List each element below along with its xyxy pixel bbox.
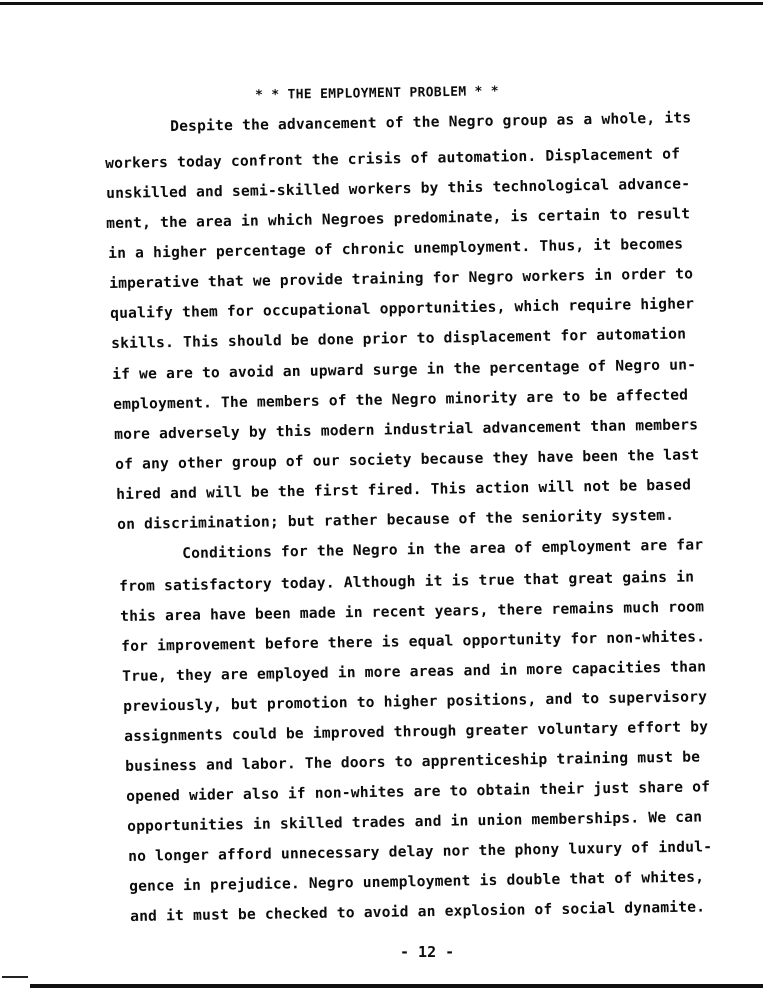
text-line: opportunities in skilled trades and in union memberships. We can <box>127 808 703 835</box>
text-line: from satisfactory today. Although it is true that great gains in <box>119 568 695 595</box>
text-line: of any other group of our society because they have been the last <box>115 446 700 473</box>
text-line: Despite the advancement of the Negro group as a whole, its <box>170 109 692 135</box>
text-line: True, they are employed in more areas and in more capacities than <box>122 658 707 685</box>
text-line: assignments could be improved through greater voluntary effort by <box>124 718 709 745</box>
text-line: more adversely by this modern industrial advancement than members <box>114 416 699 443</box>
text-line: skills. This should be done prior to displacement for automation <box>111 325 687 352</box>
text-line: qualify them for occupational opportunities, which require higher <box>110 295 695 322</box>
text-line: this area have been made in recent years, there remains much room <box>120 598 705 625</box>
text-line: in a higher percentage of chronic unemployment. Thus, it becomes <box>108 235 684 262</box>
text-line: unskilled and semi-skilled workers by this technological advance- <box>106 175 691 202</box>
text-line: hired and will be the first fired. This action will not be based <box>116 476 692 503</box>
text-line: on discrimination; but rather because of the seniority system. <box>117 506 675 533</box>
page-number: - 12 - <box>400 943 455 961</box>
page-title: * * THE EMPLOYMENT PROBLEM * * <box>255 84 500 103</box>
text-line: imperative that we provide training for Negro workers in order to <box>109 265 694 292</box>
text-line: for improvement before there is equal opportunity for non-whites. <box>121 628 706 655</box>
text-line: gence in prejudice. Negro unemployment is double that of whites, <box>129 868 705 895</box>
text-line: previously, but promotion to higher positions, and to supervisory <box>123 688 708 715</box>
text-line: Conditions for the Negro in the area of employment are far <box>182 536 704 562</box>
text-line: ment, the area in which Negroes predominate, is certain to result <box>106 205 691 232</box>
text-line: no longer afford unnecessary delay nor the phony luxury of indul- <box>128 838 713 865</box>
text-line: workers today confront the crisis of automation. Displacement of <box>105 145 681 172</box>
text-line: and it must be checked to avoid an explosion of social dynamite. <box>130 898 706 925</box>
text-line: if we are to avoid an upward surge in the percentage of Negro un- <box>112 356 697 383</box>
text-line: employment. The members of the Negro minority are to be affected <box>113 386 689 413</box>
text-line: business and labor. The doors to apprenticeship training must be <box>125 748 701 775</box>
text-line: opened wider also if non-whites are to obtain their just share of <box>126 778 711 805</box>
